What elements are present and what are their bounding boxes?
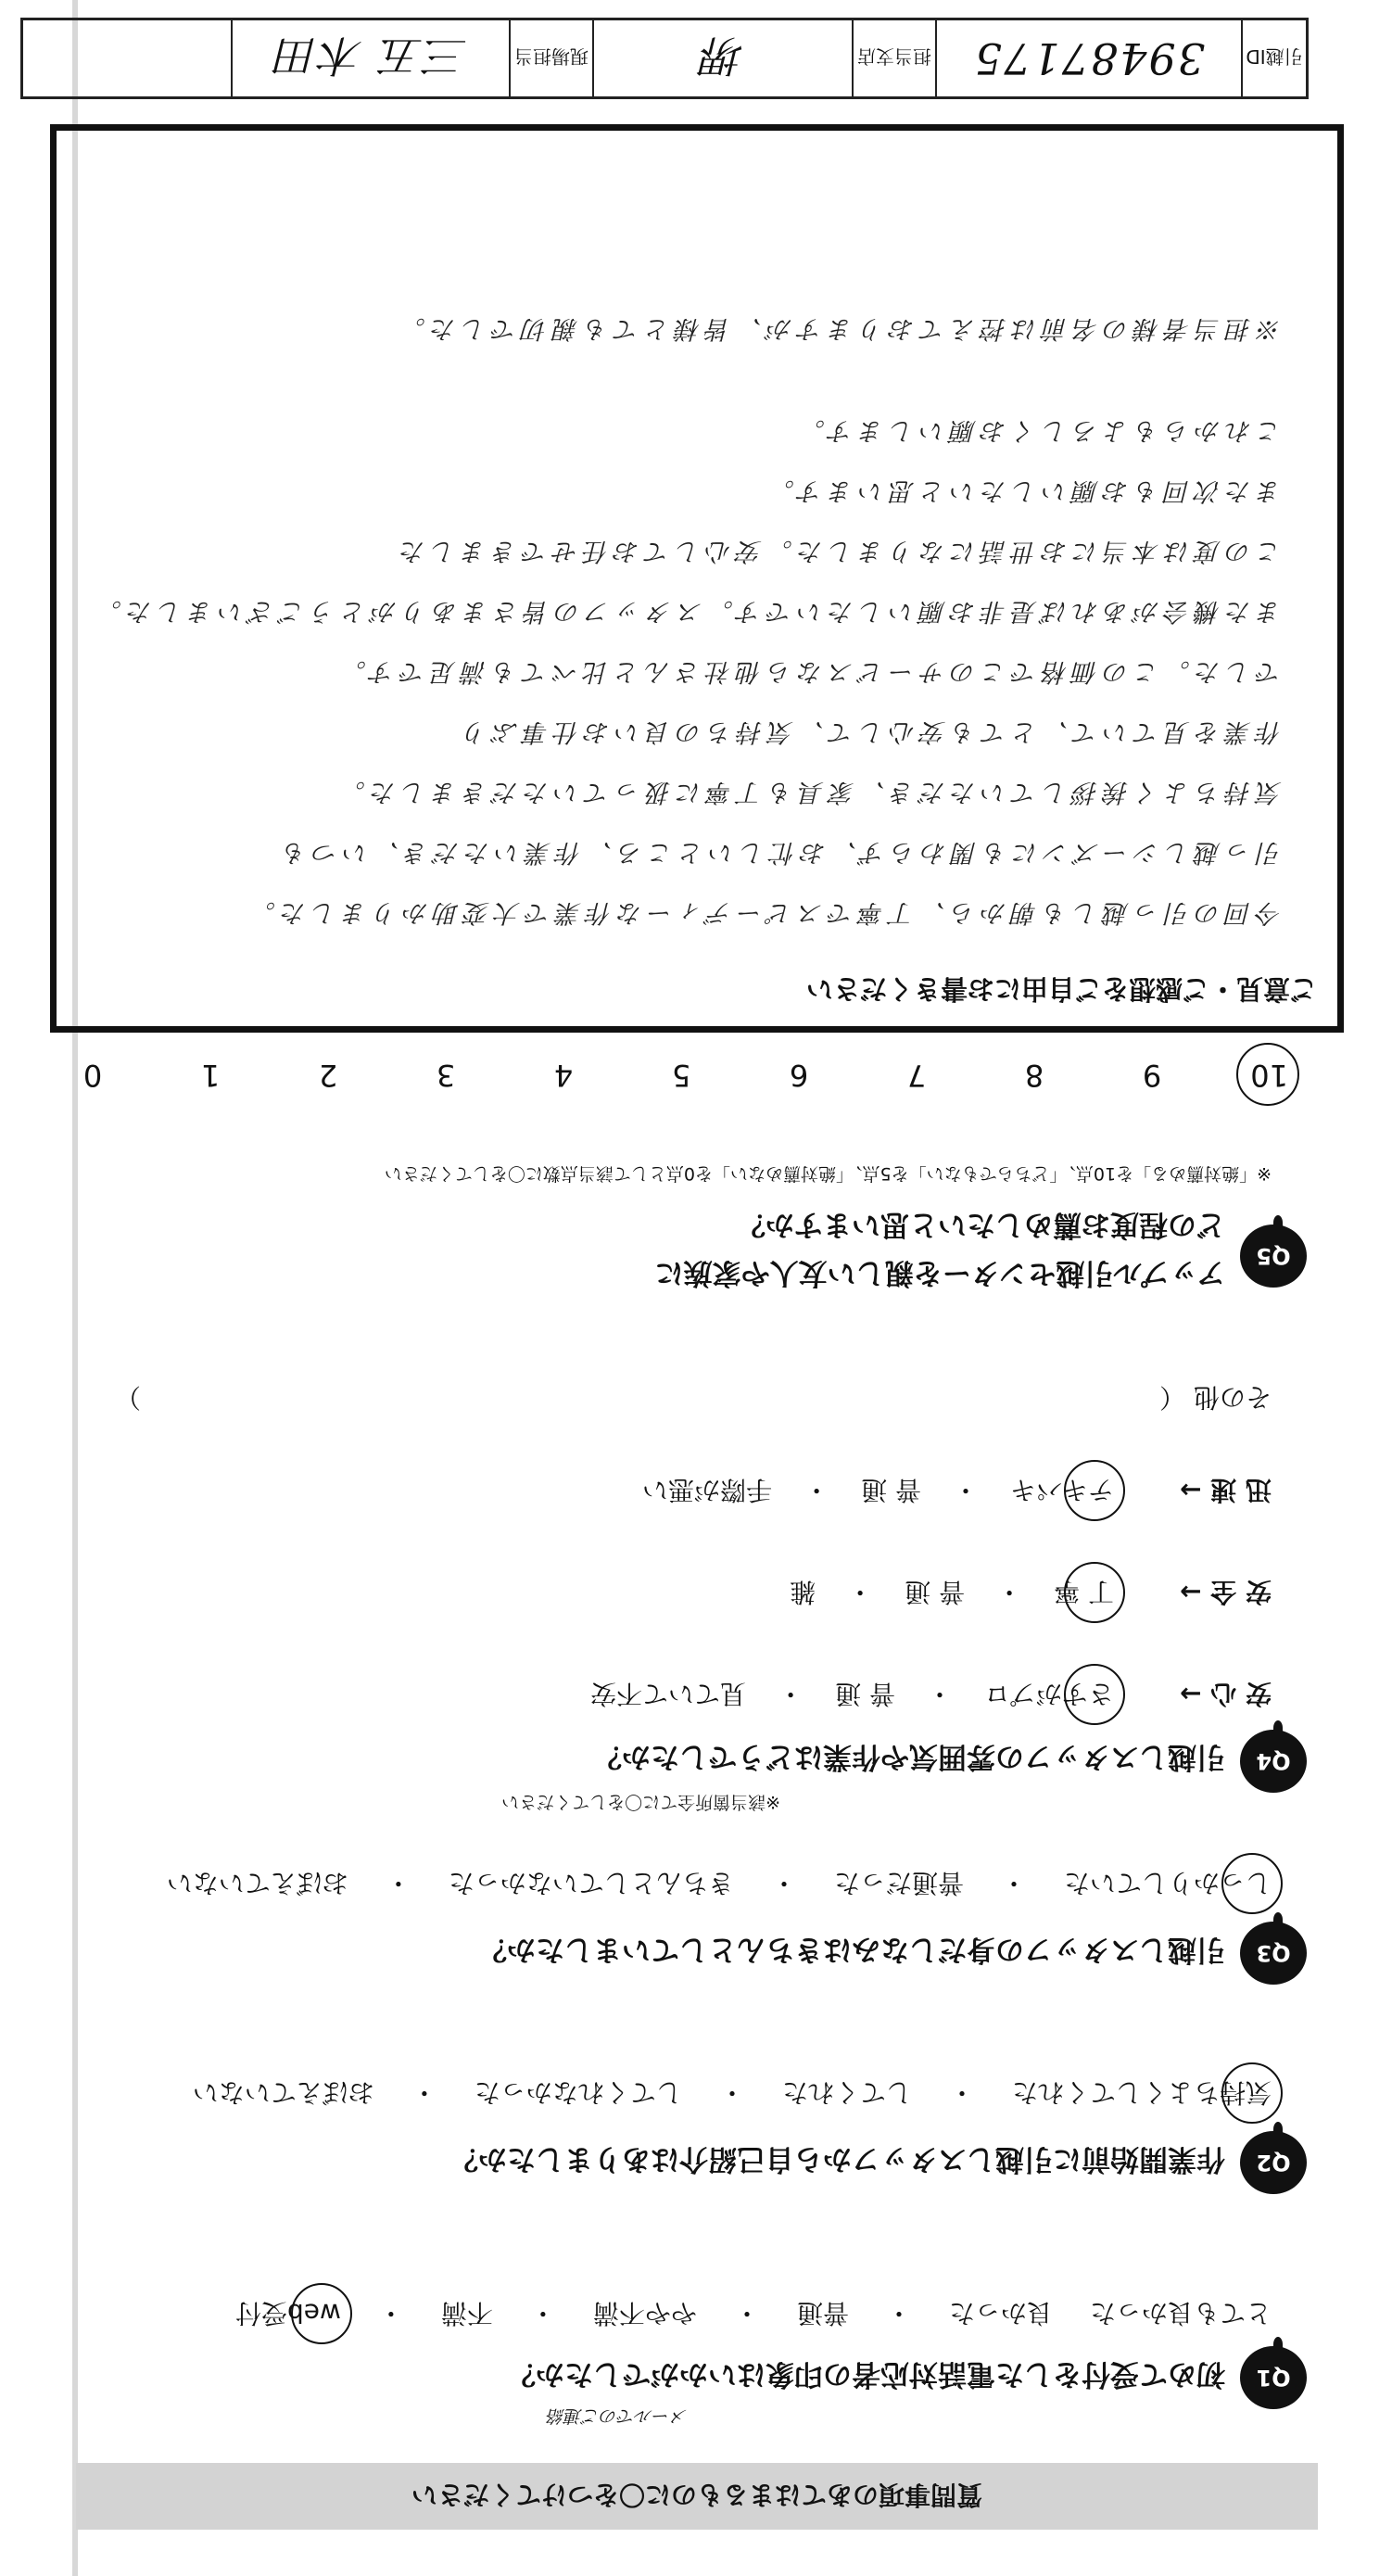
q4-question: 引越しスタッフの雰囲気や作業はどうでしたか？ [593,1740,1225,1773]
q5-score[interactable]: 7 [906,1058,927,1093]
comment-line: 気持ちよく挨拶していただき、家具も丁寧に扱っていただきました。 [335,778,1282,806]
q5-score[interactable]: 0 [82,1058,103,1093]
leader-value: 三五 木田 [231,20,509,96]
q4-other-label: その他 （ [1159,1382,1272,1413]
separator: ・ [1000,1868,1027,1898]
comment-line: また次回もお願いしたいと思います。 [764,476,1282,505]
q2-option[interactable]: してくれた [781,2077,912,2108]
q3-badge: Q3 [1240,1922,1307,1985]
q3-option[interactable]: 普通だった [833,1868,964,1898]
separator: ・ [385,1868,411,1898]
separator: ・ [778,1679,804,1709]
comment-line: この度は本当にお世話になりました。安心してお任せできました [395,537,1282,565]
branch-value: 堺 [592,20,852,96]
separator: ・ [770,1868,797,1898]
q4-option[interactable]: 雑 [790,1577,816,1607]
q2-question: 作業開始前に引越しスタッフから自己紹介はありましたか？ [449,2142,1225,2176]
q5-score[interactable]: 4 [553,1058,574,1093]
q1-option[interactable]: とても良かった [1089,2298,1272,2329]
q5-score[interactable]: 6 [789,1058,809,1093]
q4-row-label-anshin: 安 心 → [1180,1679,1272,1709]
q4-badge: Q4 [1240,1730,1307,1793]
q5-question-line1: アップル引越センターを親しい友人や家族に [654,1256,1225,1289]
comment-line: 作業を見ていて、とても安心して、気持ちの良いお仕事ぶり [457,717,1282,746]
separator: ・ [952,1475,979,1505]
q1-badge: Q1 [1240,2346,1307,2409]
q4-note: ※該当箇所全てに〇をしてください [501,1792,780,1812]
separator: ・ [847,1577,874,1607]
q1-option[interactable]: やや不満 [592,2298,697,2329]
q5-scale [74,1058,1288,1093]
separator: ・ [885,2298,912,2329]
q4-row-jinsoku [642,1473,1114,1510]
survey-instruction-band: 質問事項のあてはまるものに〇をつけてください [76,2463,1318,2530]
header-table [20,18,1309,99]
q2-options [193,2075,1272,2113]
separator: ・ [804,1475,830,1505]
comment-line: ※担当者様の名前は控えておりますが、皆様とても親切でした。 [395,314,1282,343]
q4-option-selected[interactable]: テキパキ [1010,1473,1114,1510]
q4-option-selected[interactable]: 丁 寧 [1054,1575,1114,1612]
q4-option-selected[interactable]: さすがプロ [984,1677,1114,1714]
q5-score[interactable]: 3 [436,1058,456,1093]
comments-title: ご意見・ご感想をご自由にお書きください [805,973,1317,1005]
comment-line: 引っ越しシーズンにも関わらず、お忙しいところ、作業いただき、いつも [276,838,1282,867]
separator: ・ [926,1679,953,1709]
leader-label: 現場担当 [509,20,592,96]
q3-option[interactable]: きちんとしていなかった [448,1868,734,1898]
q5-score[interactable]: 5 [671,1058,691,1093]
q5-score[interactable]: 2 [318,1058,338,1093]
q5-score[interactable]: 1 [200,1058,221,1093]
q4-row-label-jinsoku: 迅 速 → [1180,1475,1272,1505]
q2-option-selected[interactable]: 気持ちよくしてくれた [1012,2075,1272,2113]
comment-line: これからもよろしくお願いします。 [794,416,1282,445]
q5-note: ※「絶対薦める」を10点、「どちらでもない」を5点、「絶対薦めない」を0点として該当点数に〇をしてください [384,1163,1272,1184]
separator: ・ [529,2298,556,2329]
comment-line: 今回の引っ越しも朝から、丁寧でスピーディーな作業で大変助かりました。 [245,898,1282,927]
q4-option[interactable]: 手際が悪い [642,1475,773,1505]
q1-option[interactable]: 良かった [948,2298,1053,2329]
q5-score[interactable]: 9 [1142,1058,1162,1093]
q1-option-selected[interactable]: web受付 [235,2296,341,2333]
branch-label: 担当支店 [852,20,935,96]
q4-option[interactable]: 普 通 [861,1475,921,1505]
q5-score-selected[interactable]: 10 [1250,1058,1288,1093]
comments-box [50,124,1344,1033]
q4-option[interactable]: 普 通 [835,1679,895,1709]
separator: ・ [377,2298,404,2329]
q4-option[interactable]: 見ていて不安 [590,1679,747,1709]
q1-option[interactable]: 不満 [440,2298,493,2329]
comment-line: でした。この価格でこのサービスなら他社さんと比べても満足です。 [335,657,1282,686]
q3-option-selected[interactable]: しっかりしていた [1064,1866,1272,1903]
transfer-id-label: 引越ID [1241,20,1306,96]
q3-options [167,1866,1272,1903]
q2-badge: Q2 [1240,2131,1307,2194]
comment-line: また機会があれば是非お願いしたいです。スタッフの皆さまありがとうございました。 [91,597,1282,626]
q4-option[interactable]: 普 通 [905,1577,966,1607]
separator: ・ [718,2077,745,2108]
q4-row-anzen [790,1575,1114,1612]
q1-options [235,2296,1272,2333]
q4-other-close: ） [114,1382,141,1413]
q5-score[interactable]: 8 [1024,1058,1044,1093]
q5-question-line2: どの程度お薦めしたいと思いますか？ [737,1208,1225,1241]
q4-row-label-anzen: 安 全 → [1180,1577,1272,1607]
separator: ・ [948,2077,975,2108]
transfer-id-value: 39487175 [935,20,1241,96]
q4-row-anshin [590,1677,1114,1714]
separator: ・ [411,2077,437,2108]
q2-option[interactable]: してくれなかった [474,2077,682,2108]
q1-annotation: メールでのご連絡 [547,2405,688,2426]
q3-option[interactable]: おぼえていない [166,1868,348,1898]
separator: ・ [996,1577,1023,1607]
q1-option[interactable]: 普通 [796,2298,849,2329]
q3-question: 引越しスタッフの身だしなみはきちんとしていましたか？ [478,1933,1225,1966]
q1-question: 初めて受付をした電話対応者の印象はいかがでしたか？ [507,2357,1225,2391]
q2-option[interactable]: おぼえていない [192,2077,374,2108]
q5-badge: Q5 [1240,1225,1307,1288]
separator: ・ [733,2298,760,2329]
